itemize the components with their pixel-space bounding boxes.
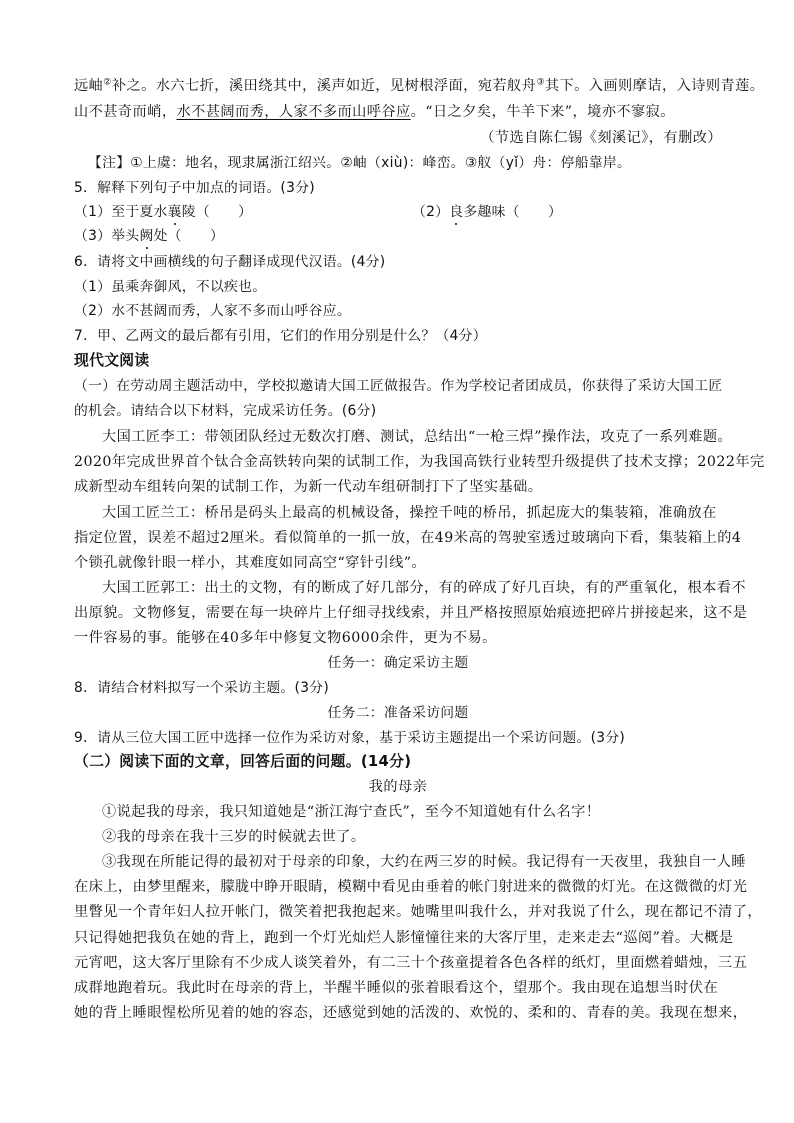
- task-2-heading: 任务二：准备采访问题: [327, 705, 469, 721]
- article-para-3-line-1: ③我现在所能记得的最初对于母亲的印象，大约在两三岁的时候。我记得有一天夜里，我独自一人睡: [102, 854, 747, 870]
- question-8: 8．请结合材料拟写一个采访主题。(3分): [74, 680, 330, 696]
- question-6-item-1: （1）虽乘奔御风，不以疾也。: [74, 279, 267, 295]
- material-li-line-2: 2020年完成世界首个钛合金高铁转向架的试制工作，为我国高铁行业转型升级提供了技术支撑；2022年完: [74, 454, 765, 470]
- intro-line-2: 的机会。请结合以下材料，完成采访任务。(6分): [74, 403, 377, 419]
- material-li-line-1: 大国工匠李工：带领团队经过无数次打磨、测试，总结出“一枪三焊”操作法，攻克了一系列难题。: [102, 429, 733, 445]
- article-para-3-line-2: 在床上，由梦里醒来，朦胧中睁开眼睛，模糊中看见由垂着的帐门射进来的微微的灯光。在这微微的灯光: [74, 879, 748, 895]
- question-5-item-1: （1）至于夏水襄陵（ ）: [74, 204, 253, 220]
- article-para-2: ②我的母亲在我十三岁的时候就去世了。: [102, 829, 366, 845]
- annotation-note: 【注】①上虞：地名，现隶属浙江绍兴。②岫（xiù)：峰峦。③舣（yǐ）舟：停船靠岸。: [88, 155, 632, 171]
- question-5: 5．解释下列句子中加点的词语。(3分): [74, 180, 315, 196]
- article-para-1: ①说起我的母亲，我只知道她是“浙江海宁查氏”，至今不知道她有什么名字！: [102, 804, 601, 820]
- material-li-line-3: 成新型动车组转向架的试制工作，为新一代动车组研制打下了坚实基础。: [74, 479, 543, 495]
- article-para-3-line-4: 只记得她把我负在她的背上，跑到一个灯光灿烂人影憧憧往来的大客厅里，走来走去“巡阅”着。大概是: [74, 930, 734, 946]
- material-lan-line-1: 大国工匠兰工：桥吊是码头上最高的机械设备，操控千吨的桥吊，抓起庞大的集装箱，准确放在: [102, 505, 717, 521]
- footnote-mark-2: ②: [103, 77, 112, 88]
- article-para-3-line-6: 成群地跑着玩。我此时在母亲的背上，半醒半睡似的张着眼看这个，望那个。我由现在追想当时伏在: [74, 980, 719, 996]
- task-1-heading: 任务一：确定采访主题: [327, 655, 469, 671]
- material-lan-line-3: 个锁孔就像针眼一样小，其难度如同高空“穿针引线”。: [74, 555, 427, 571]
- footnote-mark-3: ③: [536, 77, 545, 88]
- material-guo-line-2: 出原貌。文物修复，需要在每一块碎片上仔细寻找线索，并且严格按照原始痕迹把碎片拼接起来，这不是: [74, 605, 748, 621]
- material-lan-line-2: 指定位置，误差不超过2厘米。看似简单的一抓一放，在49米高的驾驶室透过玻璃向下看，集装箱上的4: [74, 530, 742, 546]
- question-6: 6．请将文中画横线的句子翻译成现代汉语。(4分): [74, 254, 386, 270]
- question-5-item-3: （3）举头阙处（ ）: [74, 228, 225, 244]
- material-guo-line-3: 一件容易的事。能够在40多年中修复文物6000余件，更为不易。: [74, 630, 497, 646]
- article-title: 我的母亲: [368, 779, 428, 795]
- section-heading-modern-reading: 现代文阅读: [74, 352, 150, 369]
- classical-passage-line-1: 远岫②补之。水六七折，溪田绕其中，溪声如近，见树根浮面，宛若舣舟③其下。入画则摩诘，入诗则青莲。: [74, 77, 765, 94]
- article-para-3-line-3: 里瞥见一个青年妇人拉开帐门，微笑着把我抱起来。她嘴里叫我什么，并对我说了什么，现在都记不清了，: [74, 904, 762, 920]
- material-guo-line-1: 大国工匠郭工：出土的文物，有的断成了好几部分，有的碎成了好几百块，有的严重氧化，根本看不: [102, 580, 747, 596]
- article-para-3-line-7: 她的背上睡眼惺松所见着的她的容态，还感觉到她的活泼的、欢悦的、柔和的、青春的美。我现在想来，: [74, 1005, 748, 1021]
- article-para-3-line-5: 元宵吧，这大客厅里除有不少成人谈笑着外，有二三十个孩童提着各色各样的纸灯，里面燃着蜡烛，三五: [74, 955, 748, 971]
- question-9: 9．请从三位大国工匠中选择一位作为采访对象，基于采访主题提出一个采访问题。(3分): [74, 730, 626, 746]
- source-citation: （节选自陈仁锡《刻溪记》，有删改）: [480, 130, 722, 146]
- question-5-item-2: （2）良多趣味（ ）: [412, 204, 563, 220]
- part-2-heading: （二）阅读下面的文章，回答后面的问题。(14分): [74, 753, 412, 770]
- question-6-item-2: （2）水不甚阔而秀，人家不多而山呼谷应。: [74, 303, 351, 319]
- underlined-sentence: 水不甚阔而秀，人家不多而山呼谷应: [176, 104, 411, 120]
- question-7: 7．甲、乙两文的最后都有引用，它们的作用分别是什么？（4分）: [74, 328, 487, 344]
- classical-passage-line-2: 山不甚奇而峭，水不甚阔而秀，人家不多而山呼谷应。“日之夕矣，牛羊下来”，境亦不寥寂。: [74, 104, 675, 120]
- intro-line-1: （一）在劳动周主题活动中，学校拟邀请大国工匠做报告。作为学校记者团成员，你获得了采访大国工匠: [74, 378, 723, 394]
